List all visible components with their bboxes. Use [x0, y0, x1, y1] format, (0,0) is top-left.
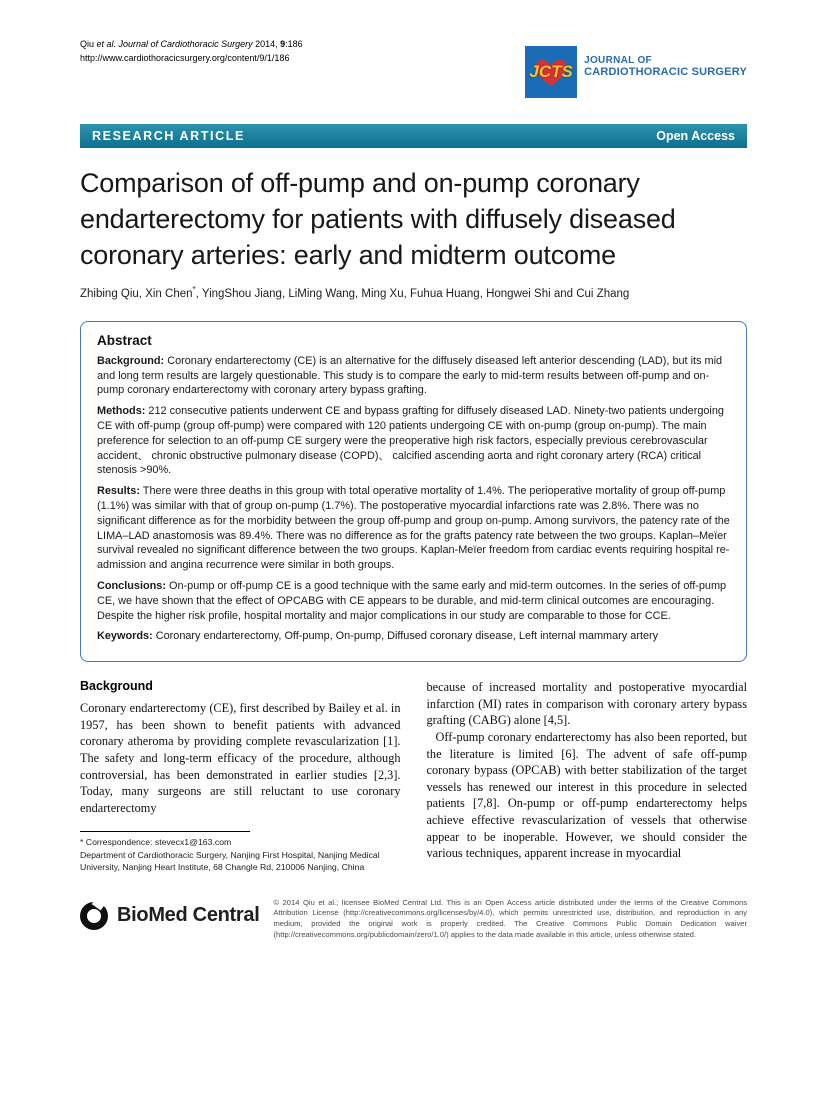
section-heading-background: Background [80, 679, 153, 694]
abstract-background-label: Background: [97, 354, 165, 367]
citation-pages: :186 [285, 39, 303, 49]
abstract-keywords [97, 629, 730, 644]
citation-etal: et al. [96, 39, 119, 49]
body-paragraph: Coronary endarterectomy (CE), first described by Bailey et al. in 1957, has been shown to benefit patients with advanced coronary atheroma by providing complete revascularization [1]. The safety and long-term efficacy of the procedure, although controversial, has been demonstrated in earlier studies [2,3]. Today, many surgeons are still reluctant to use coronary endarterectomy [80, 701, 401, 815]
journal-name [584, 46, 747, 78]
bmc-ring-icon [80, 902, 108, 930]
correspondence-footnote [80, 831, 401, 874]
footnote-divider [80, 831, 250, 832]
jcts-logo-text: JCTS [529, 62, 573, 81]
abstract-box [80, 321, 747, 662]
correspondence-label: * Correspondence: [80, 837, 155, 848]
correspondence-line [80, 836, 401, 849]
article-body [80, 679, 747, 874]
abstract-methods-section [97, 404, 730, 478]
authors-rest: , YingShou Jiang, LiMing Wang, Ming Xu, Fuhua Huang, Hongwei Shi and Cui Zhang [195, 287, 630, 300]
masthead [80, 36, 747, 124]
article-type-bar [80, 124, 747, 148]
publisher-footer [80, 894, 747, 940]
abstract-heading: Abstract [97, 332, 152, 348]
left-column [80, 679, 401, 874]
article-url-link[interactable]: http://www.cardiothoracicsurgery.org/content/9/1/186 [80, 53, 290, 63]
abstract-results-text: There were three deaths in this group with total operative mortality of 1.4%. The perioperative mortality of group off-pump (1.1%) was similar with that of group on-pump (1.7%). The postoperative myocardial infarctions rate was 2.8%. There was no significant difference as for the morbidity between the group off-pump and group on-pump. Among survivors, the patency rate of the LIMA–LAD anastomosis was 89.4%. There was no difference as for the grafts patency rate between the two groups. Kaplan–Meïer survival revealed no significant difference between the two groups. Kaplan-Meïer freedom from cardiac events requiring hospital re-admission and angina recurrence were similar in both groups. [97, 485, 730, 572]
abstract-conclusions-text: On-pump or off-pump CE is a good technique with the same early and mid-term outcomes. In the series of off-pump CE, we have shown that the effect of OPCABG with CE appears to be durable, and mid-term clinical outcomes are encouraging. Despite the higher risk profile, hospital mortality and major complications in our study are comparable to those for CCE. [97, 579, 727, 622]
correspondence-email-link[interactable]: stevecx1@163.com [154, 837, 232, 848]
citation-volume: 9 [280, 39, 286, 49]
keywords-label: Keywords: [97, 630, 153, 643]
open-access-label: Open Access [656, 129, 735, 143]
abstract-background-section [97, 354, 730, 398]
citation-year: 2014, [255, 39, 281, 49]
jcts-logo [525, 46, 577, 98]
authors-line [80, 285, 747, 300]
abstract-methods-text: 212 consecutive patients underwent CE and bypass grafting for diffusely diseased LAD. Ninety-two patients undergoing CE with off-pump (group off-pump) were compared with 120 patients undergoing CE with on-pump (group on-pump). The main preference for selection to an off-pump CE surgery were the preoperative high risk factors, especially previous cerebrovascular accident、 chronic obstructive pulmonary disease (COPD)、 calcified ascending aorta and right coronary artery (RCA) critical stenosis >90%. [97, 405, 724, 477]
journal-name-line1: JOURNAL OF [584, 55, 652, 66]
journal-name-line2: CARDIOTHORACIC SURGERY [584, 66, 747, 78]
right-column [427, 679, 748, 874]
abstract-results-section [97, 484, 730, 573]
article-title: Comparison of off-pump and on-pump coronary endarterectomy for patients with diffusely diseased coronary arteries: early and midterm outcome [80, 168, 676, 270]
citation-journal: Journal of Cardiothoracic Surgery [118, 39, 256, 49]
abstract-conclusions-section [97, 579, 730, 623]
abstract-results-label: Results: [97, 485, 140, 498]
copyright-text: © 2014 Qiu et al.; licensee BioMed Central Ltd. This is an Open Access article distributed under the terms of the Creative Commons Attribution License (http://creativecommons.org/licenses/by/4.0), which permits unrestricted use, distribution, and reproduction in any medium, provided the original work is properly credited. The Creative Commons Public Domain Dedication waiver (http://creativecommons.org/publicdomain/zero/1.0/) applies to the data made available in this article, unless otherwise stated. [273, 897, 747, 939]
abstract-conclusions-label: Conclusions: [97, 579, 166, 592]
biomed-central-logo [80, 894, 259, 930]
journal-brand [525, 46, 747, 98]
affiliation-text: Department of Cardiothoracic Surgery, Nanjing First Hospital, Nanjing Medical University, Nanjing Heart Institute, 68 Changle Rd, 210006 Nanjing, China [80, 849, 380, 873]
publisher-name: BioMed Central [117, 904, 260, 927]
authors-first: Zhibing Qiu, Xin Chen [80, 287, 193, 300]
article-type-label: RESEARCH ARTICLE [92, 129, 245, 143]
body-paragraph: Off-pump coronary endarterectomy has also been reported, but the literature is limited [6]. The advent of safe off-pump coronary bypass (OPCAB) with better stabilization of the target vessels has renewed our interest in this procedure in selected patients [7,8]. On-pump or off-pump endarterectomy helps achieve effective revascularization of vessels that otherwise appear to be inoperable. However, we should consider the various techniques, apparent increase in myocardial [426, 729, 747, 861]
abstract-background-text: Coronary endarterectomy (CE) is an alternative for the diffusely diseased left anterior descending (LAD), but its mid and long term results are largely questionable. This study is to compare the early to mid-term results between off-pump and on-pump coronary endarterectomy with coronary artery bypass grafting. [97, 354, 723, 397]
abstract-methods-label: Methods: [97, 405, 146, 418]
body-paragraph: because of increased mortality and postoperative myocardial infarction (MI) rates in comparison with coronary artery bypass grafting (CABG) alone [4,5]. [426, 680, 747, 728]
citation-author: Qiu [80, 39, 97, 49]
correspondence-asterisk: * [192, 285, 196, 294]
keywords-text: Coronary endarterectomy, Off-pump, On-pump, Diffused coronary disease, Left internal mammary artery [152, 630, 659, 643]
